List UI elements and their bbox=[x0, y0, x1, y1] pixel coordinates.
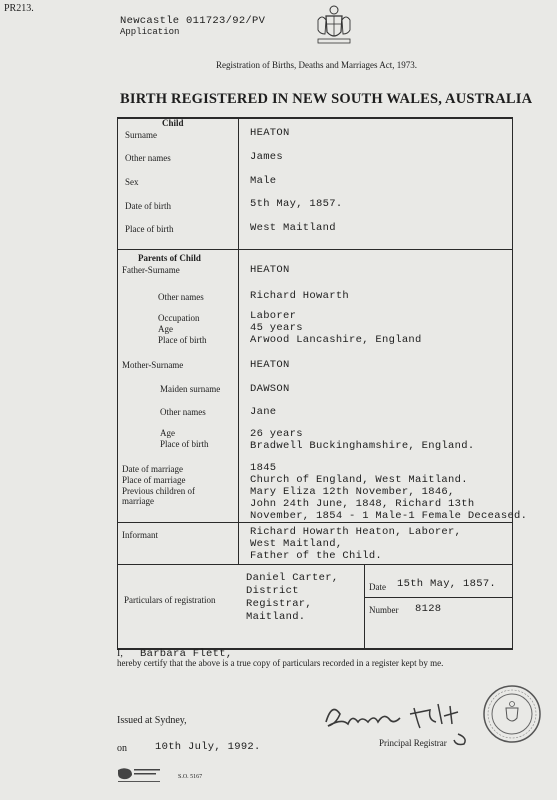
informant-label: Informant bbox=[122, 530, 158, 540]
registrar-line-2: District bbox=[246, 585, 299, 597]
certify-i: I, bbox=[117, 648, 123, 659]
government-printer-logo bbox=[115, 766, 163, 784]
father-age-label: Age bbox=[158, 324, 173, 334]
father-other-names-label: Other names bbox=[158, 292, 204, 302]
parents-heading: Parents of Child bbox=[138, 253, 201, 263]
maiden-surname-label: Maiden surname bbox=[160, 384, 221, 394]
registrar-line-4: Maitland. bbox=[246, 611, 306, 623]
father-pob-label: Place of birth bbox=[158, 335, 207, 345]
previous-children-line-1: Mary Eliza 12th November, 1846, bbox=[250, 486, 455, 498]
child-dob-value: 5th May, 1857. bbox=[250, 198, 343, 210]
application-label: Application bbox=[120, 27, 180, 37]
registration-date-value: 15th May, 1857. bbox=[397, 578, 497, 590]
act-reference: Registration of Births, Deaths and Marriages Act, 1973. bbox=[216, 60, 417, 70]
parents-section-divider bbox=[117, 522, 513, 523]
previous-children-line-3: November, 1854 - 1 Male-1 Female Deceased. bbox=[250, 510, 528, 522]
child-dob-label: Date of birth bbox=[125, 201, 171, 211]
issued-at: Issued at Sydney, bbox=[117, 715, 187, 726]
mother-other-names-label: Other names bbox=[160, 407, 206, 417]
table-left-border bbox=[117, 117, 118, 649]
father-age-value: 45 years bbox=[250, 322, 303, 334]
marriage-date-label: Date of marriage bbox=[122, 464, 183, 474]
child-surname-label: Surname bbox=[125, 130, 157, 140]
registration-number-value: 8128 bbox=[415, 603, 442, 615]
child-section-divider bbox=[117, 249, 513, 250]
informant-section-divider bbox=[117, 564, 513, 565]
previous-children-line-2: John 24th June, 1848, Richard 13th bbox=[250, 498, 475, 510]
child-pob-value: West Maitland bbox=[250, 222, 336, 234]
father-surname-label: Father-Surname bbox=[122, 265, 180, 275]
previous-children-label-cont: marriage bbox=[122, 496, 154, 506]
issue-date: 10th July, 1992. bbox=[155, 741, 261, 753]
mother-age-value: 26 years bbox=[250, 428, 303, 440]
father-pob-value: Arwood Lancashire, England bbox=[250, 334, 422, 346]
document-reference: PR213. bbox=[4, 3, 34, 14]
registry-seal-icon bbox=[482, 684, 542, 744]
table-right-border bbox=[512, 117, 513, 649]
issued-on-label: on bbox=[117, 743, 127, 754]
principal-registrar-title: Principal Registrar bbox=[379, 738, 447, 748]
mother-surname-label: Mother-Surname bbox=[122, 360, 184, 370]
father-occupation-label: Occupation bbox=[158, 313, 200, 323]
father-occupation-value: Laborer bbox=[250, 310, 297, 322]
maiden-surname-value: DAWSON bbox=[250, 383, 290, 395]
child-heading: Child bbox=[162, 118, 184, 128]
informant-line-1: Richard Howarth Heaton, Laborer, bbox=[250, 526, 462, 538]
child-sex-value: Male bbox=[250, 175, 277, 187]
coat-of-arms-icon bbox=[312, 4, 356, 48]
informant-line-2: West Maitland, bbox=[250, 538, 343, 550]
registration-date-divider bbox=[364, 564, 365, 649]
father-other-names-value: Richard Howarth bbox=[250, 290, 350, 302]
registration-date-label: Date bbox=[369, 582, 386, 592]
child-sex-label: Sex bbox=[125, 177, 139, 187]
certification-text: hereby certify that the above is a true copy of particulars recorded in a register kept by me. bbox=[117, 658, 444, 668]
mother-pob-value: Bradwell Buckinghamshire, England. bbox=[250, 440, 475, 452]
marriage-date-value: 1845 bbox=[250, 462, 277, 474]
child-other-names-value: James bbox=[250, 151, 284, 163]
document-title: BIRTH REGISTERED IN NEW SOUTH WALES, AUSTRALIA bbox=[120, 91, 533, 107]
registration-label: Particulars of registration bbox=[124, 595, 216, 605]
registrar-line-1: Daniel Carter, bbox=[246, 572, 339, 584]
registrar-line-3: Registrar, bbox=[246, 598, 313, 610]
previous-children-label: Previous children of bbox=[122, 486, 195, 496]
registration-number-label: Number bbox=[369, 605, 399, 615]
registration-number-divider bbox=[364, 597, 513, 598]
mother-other-names-value: Jane bbox=[250, 406, 277, 418]
marriage-place-label: Place of marriage bbox=[122, 475, 186, 485]
mother-pob-label: Place of birth bbox=[160, 439, 209, 449]
certifier-name: Barbara Flett, bbox=[140, 648, 233, 660]
mother-surname-value: HEATON bbox=[250, 359, 290, 371]
marriage-place-value: Church of England, West Maitland. bbox=[250, 474, 468, 486]
office-reference: Newcastle 011723/92/PV bbox=[120, 15, 266, 27]
child-surname-value: HEATON bbox=[250, 127, 290, 139]
child-other-names-label: Other names bbox=[125, 153, 171, 163]
child-pob-label: Place of birth bbox=[125, 224, 174, 234]
mother-age-label: Age bbox=[160, 428, 175, 438]
informant-line-3: Father of the Child. bbox=[250, 550, 383, 562]
form-number: S.O. 5167 bbox=[178, 774, 203, 780]
father-surname-value: HEATON bbox=[250, 264, 290, 276]
table-column-divider bbox=[238, 117, 239, 565]
